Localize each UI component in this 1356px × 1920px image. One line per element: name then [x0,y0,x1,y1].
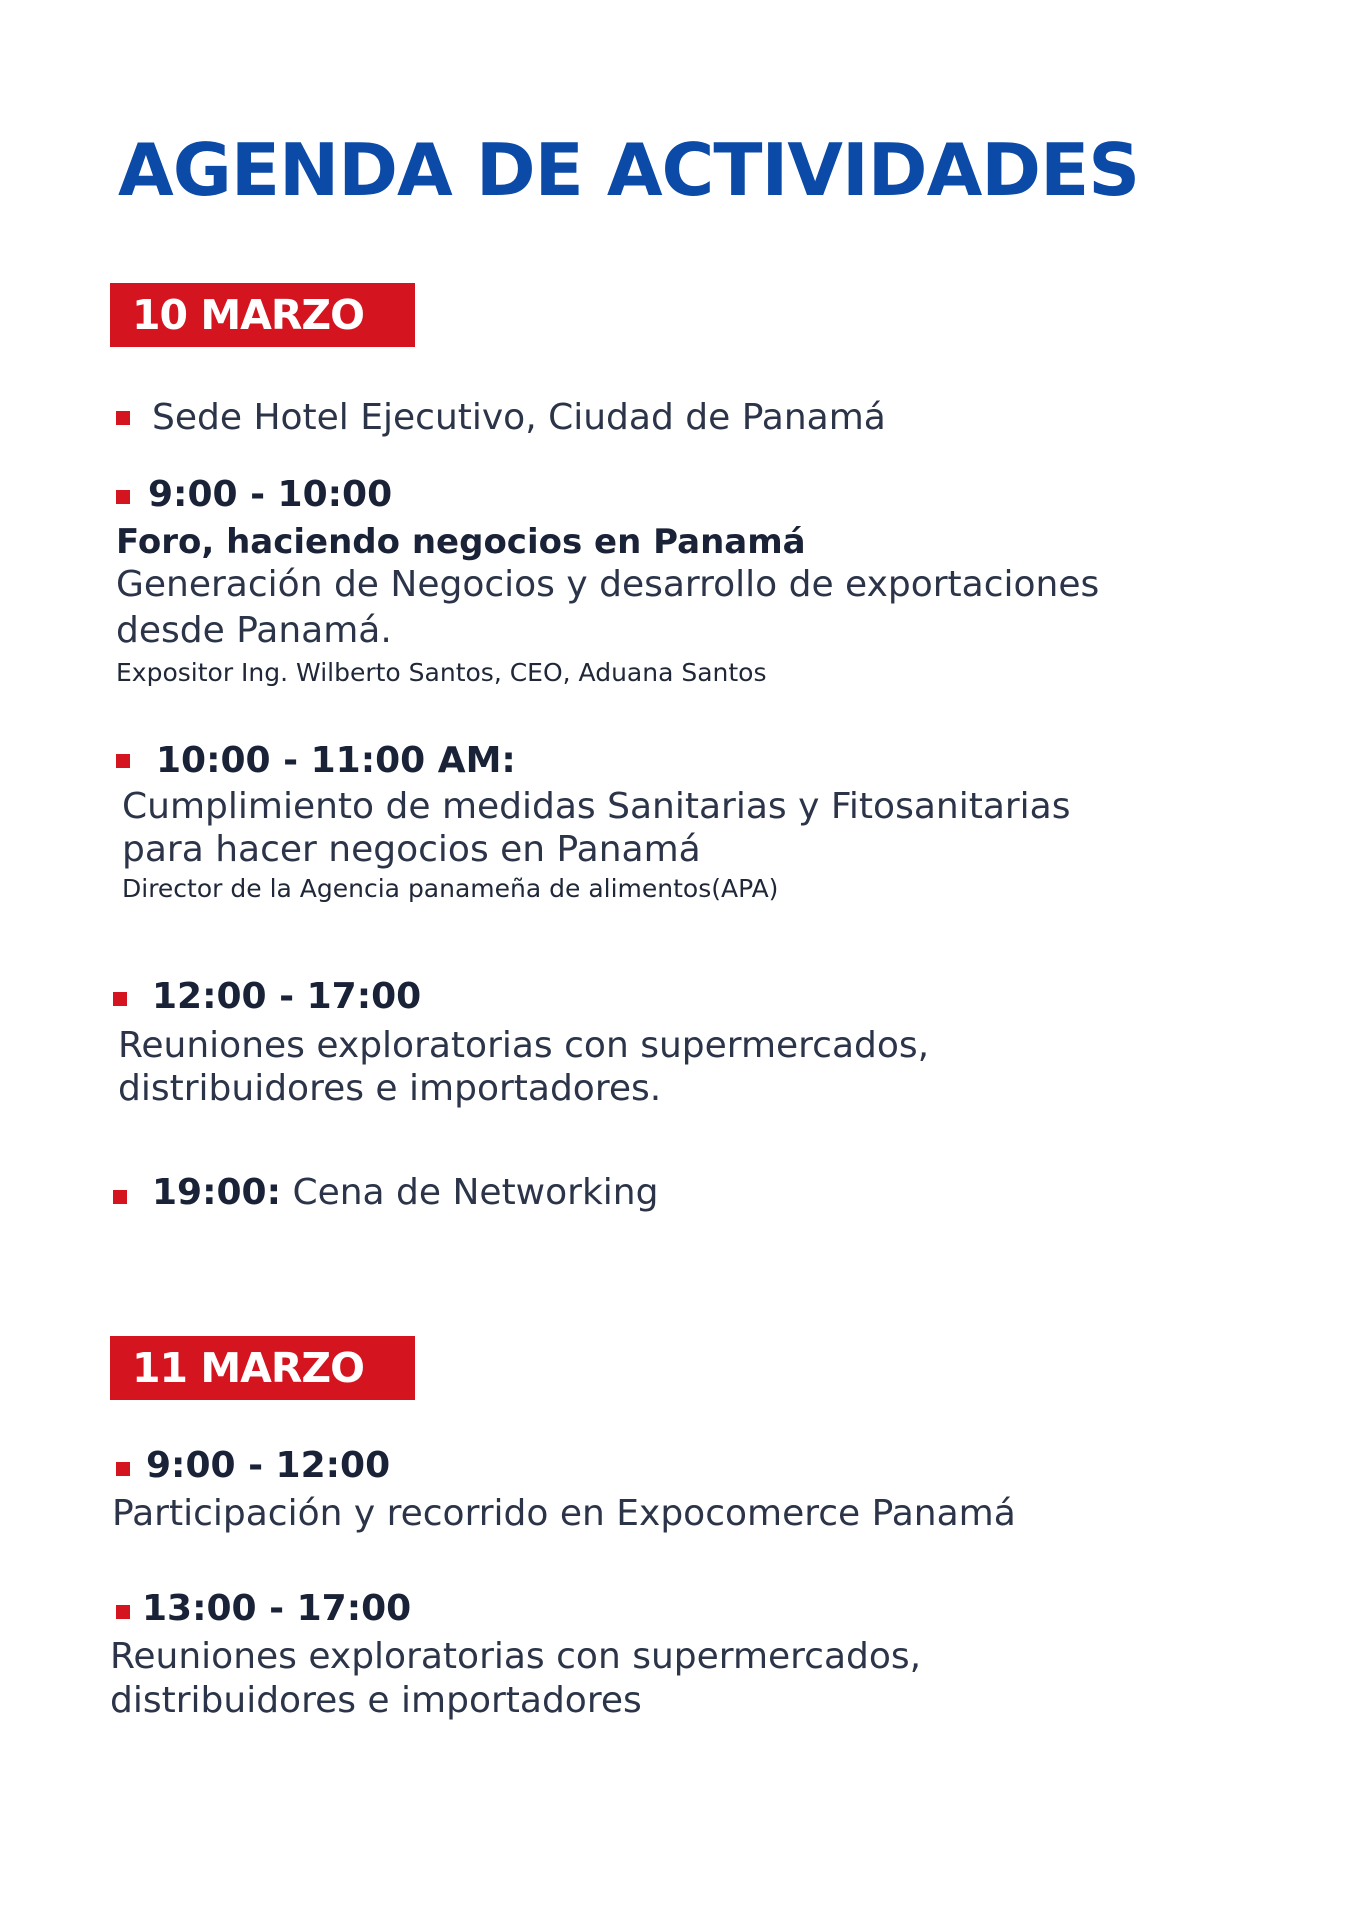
bullet-icon [116,754,130,768]
session-time: 9:00 - 10:00 [148,474,393,515]
session-networking [152,1172,658,1213]
session-speaker: Expositor Ing. Wilberto Santos, CEO, Aduana Santos [116,658,767,687]
bullet-icon [113,1190,127,1204]
bullet-icon [116,1462,130,1476]
date-banner-day2: 11 MARZO [110,1336,415,1400]
bullet-icon [113,992,127,1006]
session-time: 9:00 - 12:00 [146,1445,391,1486]
session-time: 13:00 - 17:00 [142,1588,412,1629]
session-description-line2: para hacer negocios en Panamá [122,829,701,870]
session-time: 12:00 - 17:00 [152,976,422,1017]
bullet-icon [116,490,130,504]
session-description-line2: distribuidores e importadores. [118,1068,662,1109]
session-description-line1: Reuniones exploratorias con supermercados, [110,1636,922,1677]
session-time: 10:00 - 11:00 AM: [156,740,516,781]
session-description-line2: desde Panamá. [116,610,392,651]
date-banner-day1: 10 MARZO [110,283,415,347]
session-description-line1: Reuniones exploratorias con supermercados, [118,1025,930,1066]
session-description-line1: Generación de Negocios y desarrollo de exportaciones [116,564,1100,605]
bullet-icon [116,411,130,425]
bullet-icon [116,1605,130,1619]
session-speaker: Director de la Agencia panameña de alimentos(APA) [122,874,779,903]
session-description-line2: distribuidores e importadores [110,1680,642,1721]
session-description: Participación y recorrido en Expocomerce Panamá [112,1493,1016,1534]
page-title: AGENDA DE ACTIVIDADES [118,128,1140,212]
venue-text: Sede Hotel Ejecutivo, Ciudad de Panamá [152,397,886,438]
session-description: Cena de Networking [281,1172,659,1213]
session-description-line1: Cumplimiento de medidas Sanitarias y Fitosanitarias [122,786,1071,827]
session-heading: Foro, haciendo negocios en Panamá [116,522,806,562]
session-time: 19:00: [152,1172,281,1213]
